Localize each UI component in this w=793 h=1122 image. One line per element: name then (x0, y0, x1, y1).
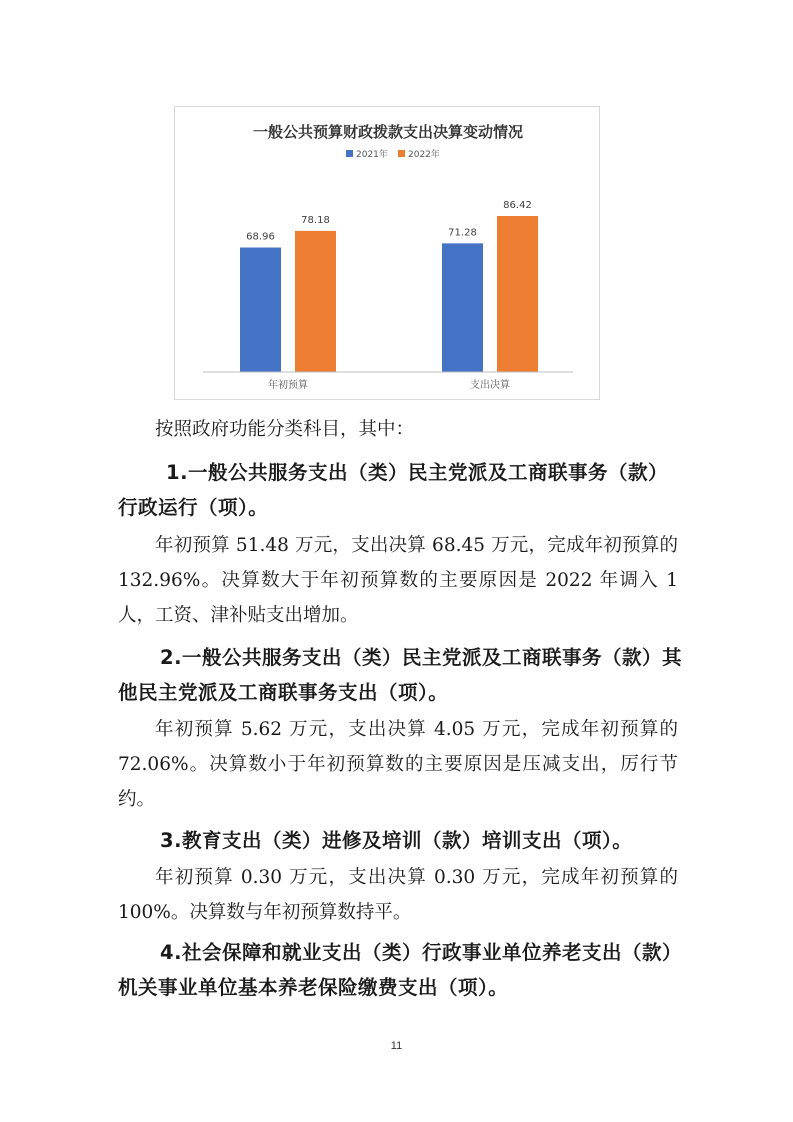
x-tick-label-1: 支出决算 (470, 380, 510, 391)
chart-title: 一般公共预算财政拨款支出决算变动情况 (252, 123, 524, 141)
bar-0-1 (295, 231, 336, 372)
data-label-0-1: 78.18 (301, 214, 330, 226)
chart-canvas (175, 107, 601, 401)
intro-text: 按照政府功能分类科目，其中： (155, 419, 415, 440)
legend-swatch-1 (398, 150, 405, 157)
legend-swatch-0 (346, 150, 353, 157)
bar-chart (174, 106, 600, 400)
legend-label-0: 2021年 (356, 150, 388, 160)
data-label-0-0: 68.96 (246, 231, 275, 243)
chart-bars (240, 200, 538, 372)
item2-body: 年初预算 5.62 万元，支出决算 4.05 万元，完成年初预算的 72.06%。决算数小于年初预算数的主要原因是压减支出，厉行节约。 (118, 719, 678, 810)
item4-heading: 4.社会保障和就业支出（类）行政事业单位养老支出（款）机关事业单位基本养老保险缴费支出（项）。 (118, 941, 682, 999)
item1-body: 年初预算 51.48 万元，支出决算 68.45 万元，完成年初预算的 132.96%。决算数大于年初预算数的主要原因是 2022 年调入 1 人，工资、津补贴支出增加。 (118, 535, 678, 626)
bar-0-0 (240, 248, 281, 372)
bar-1-1 (497, 216, 538, 372)
item3-heading: 3.教育支出（类）进修及培训（款）培训支出（项）。 (160, 829, 633, 852)
chart-legend (346, 148, 440, 160)
item2-heading: 2.一般公共服务支出（类）民主党派及工商联事务（款）其他民主党派及工商联事务支出（项）。 (118, 646, 682, 704)
data-label-1-1: 86.42 (503, 200, 532, 212)
x-axis-labels (268, 378, 510, 391)
item1-heading: 1.一般公共服务支出（类）民主党派及工商联事务（款）行政运行（项）。 (118, 461, 668, 519)
legend-label-1: 2022年 (408, 150, 440, 160)
bar-1-0 (442, 243, 483, 372)
data-label-1-0: 71.28 (448, 227, 477, 239)
item3-body: 年初预算 0.30 万元，支出决算 0.30 万元，完成年初预算的 100%。决算数与年初预算数持平。 (118, 867, 678, 923)
page-number: 11 (390, 1040, 403, 1052)
x-tick-label-0: 年初预算 (268, 380, 308, 391)
